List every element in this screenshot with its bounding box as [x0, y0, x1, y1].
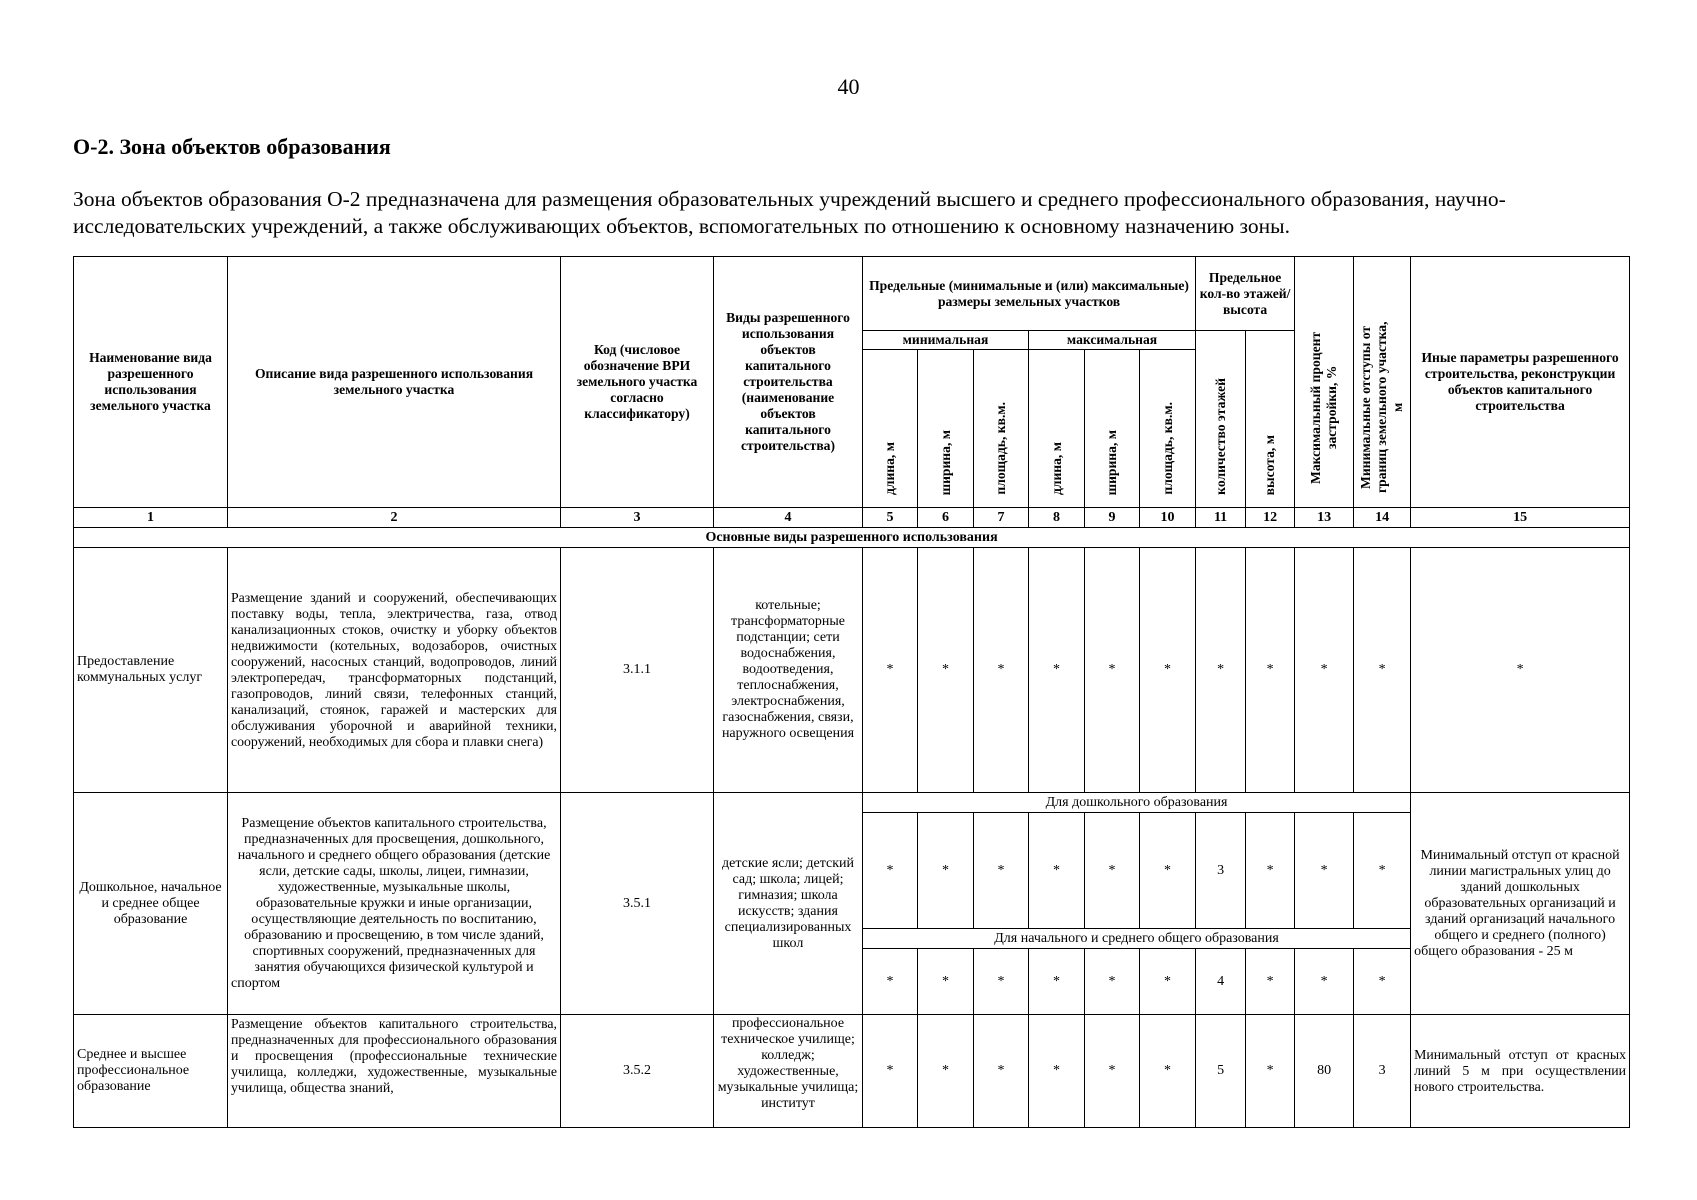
other-params: Минимальный отступ от красных линий 5 м при осуществлении нового строительства.	[1411, 1015, 1630, 1128]
value-cell: *	[1246, 548, 1295, 793]
value-cell: *	[918, 548, 974, 793]
header-min-width: ширина, м	[918, 350, 974, 508]
other-params: Минимальный отступ от красной линии магистральных улиц до зданий дошкольных образовательных организаций и зданий организаций начального общего и среднего (полного) общего образования - 25 м	[1411, 793, 1630, 1015]
value-cell: *	[1196, 548, 1246, 793]
value-cell: *	[1140, 949, 1196, 1015]
column-number: 2	[228, 508, 561, 528]
header-min: минимальная	[863, 331, 1029, 350]
value-cell: *	[1354, 548, 1411, 793]
value-cell: *	[918, 1015, 974, 1128]
header-code: Код (числовое обозначение ВРИ земельного участка согласно классификатору)	[561, 257, 714, 508]
value-cell: 3	[1196, 813, 1246, 929]
vri-description: Размещение объектов капитального строительства, предназначенных для просвещения, дошкольного, начального и среднего общего образования (детские ясли, детские сады, школы, лицеи, гимназии, художественные, музыкальные школы, образовательные кружки и иные организации, осуществляющие деятельность по воспитанию, образованию и просвещению, в том числе зданий, спортивных сооружений, предназначенных для занятия обучающихся физической культурой и спортом	[228, 793, 561, 1015]
value-cell: *	[1295, 813, 1354, 929]
value-cell: *	[1029, 548, 1085, 793]
zone-parameters-table	[73, 256, 1630, 1128]
header-plot-size-limits: Предельные (минимальные и (или) максимальные) размеры земельных участков	[863, 257, 1196, 331]
other-params: *	[1411, 548, 1630, 793]
header-max-area: площадь, кв.м.	[1140, 350, 1196, 508]
value-cell: *	[1246, 949, 1295, 1015]
value-cell: 80	[1295, 1015, 1354, 1128]
oks-objects-text: профессиональное техническое училище; колледж; художественные, музыкальные училища; институт	[717, 1016, 859, 1111]
vri-description: Размещение зданий и сооружений, обеспечивающих поставку воды, тепла, электричества, газа, отвод канализационных стоков, очистку и уборку объектов недвижимости (котельных, водозаборов, очистных сооружений, насосных станций, водопроводов, линий электропередач, трансформаторных подстанций, газопроводов, линий связи, телефонных станций, канализаций, стоянок, гаражей и мастерских для обслуживания уборочной и аварийной техники, сооружений, необходимых для сбора и плавки снега)	[228, 548, 561, 793]
value-cell: *	[863, 548, 918, 793]
value-cell: *	[1354, 813, 1411, 929]
value-cell: *	[863, 813, 918, 929]
value-cell: *	[918, 949, 974, 1015]
value-cell: *	[1029, 949, 1085, 1015]
value-cell: *	[1029, 1015, 1085, 1128]
vri-code: 3.1.1	[561, 548, 714, 793]
value-cell: *	[1085, 813, 1140, 929]
value-cell: 5	[1196, 1015, 1246, 1128]
header-max-width: ширина, м	[1085, 350, 1140, 508]
value-cell: *	[1140, 548, 1196, 793]
group-heading: Основные виды разрешенного использования	[74, 528, 1630, 548]
table-row	[74, 548, 1630, 793]
column-number: 13	[1295, 508, 1354, 528]
value-cell: *	[974, 949, 1029, 1015]
value-cell: *	[1354, 949, 1411, 1015]
value-cell: *	[1085, 548, 1140, 793]
column-number: 11	[1196, 508, 1246, 528]
value-cell: *	[1295, 949, 1354, 1015]
column-number-row	[74, 508, 1630, 528]
value-cell: *	[1085, 949, 1140, 1015]
value-cell: *	[863, 1015, 918, 1128]
header-vri-name: Наименование вида разрешенного использования земельного участка	[74, 257, 228, 508]
vri-name: Среднее и высшее профессиональное образование	[74, 1015, 228, 1128]
subgroup-preschool: Для дошкольного образования	[863, 793, 1411, 813]
subgroup-general-school: Для начального и среднего общего образования	[863, 929, 1411, 949]
value-cell: *	[974, 813, 1029, 929]
column-number: 12	[1246, 508, 1295, 528]
value-cell: *	[1140, 813, 1196, 929]
value-cell: *	[1246, 813, 1295, 929]
header-max-coverage: Максимальный процент застройки, %	[1295, 257, 1354, 508]
value-cell: *	[863, 949, 918, 1015]
column-number: 8	[1029, 508, 1085, 528]
header-max: максимальная	[1029, 331, 1196, 350]
vri-code: 3.5.1	[561, 793, 714, 1015]
vri-name: Дошкольное, начальное и среднее общее образование	[74, 793, 228, 1015]
oks-objects: детские ясли; детский сад; школа; лицей; гимназия; школа искусств; здания специализированных школ	[714, 793, 863, 1015]
header-max-length: длина, м	[1029, 350, 1085, 508]
column-number: 6	[918, 508, 974, 528]
value-cell: *	[974, 548, 1029, 793]
header-min-length: длина, м	[863, 350, 918, 508]
value-cell: *	[1246, 1015, 1295, 1128]
column-number: 3	[561, 508, 714, 528]
value-cell: *	[1295, 548, 1354, 793]
table-row	[74, 1015, 1630, 1128]
header-min-setbacks: Минимальные отступы от границ земельного участка, м	[1354, 257, 1411, 508]
vri-description-text: Размещение объектов капитального строительства, предназначенных для профессионального образования и просвещения (профессиональные технические училища, колледжи, художественные, музыкальные училища, общества знаний,	[231, 1016, 557, 1095]
column-number: 1	[74, 508, 228, 528]
column-number: 15	[1411, 508, 1630, 528]
value-cell: *	[1029, 813, 1085, 929]
column-number: 4	[714, 508, 863, 528]
header-description: Описание вида разрешенного использования земельного участка	[228, 257, 561, 508]
oks-objects	[714, 1015, 863, 1128]
value-cell: *	[974, 1015, 1029, 1128]
column-number: 7	[974, 508, 1029, 528]
column-number: 9	[1085, 508, 1140, 528]
value-cell: 4	[1196, 949, 1246, 1015]
column-number: 5	[863, 508, 918, 528]
column-number: 14	[1354, 508, 1411, 528]
header-oks-types: Виды разрешенного использования объектов капитального строительства (наименование объектов капитального строительства)	[714, 257, 863, 508]
header-other-params: Иные параметры разрешенного строительства, реконструкции объектов капитального строительства	[1411, 257, 1630, 508]
value-cell: 3	[1354, 1015, 1411, 1128]
value-cell: *	[1140, 1015, 1196, 1128]
section-title: О-2. Зона объектов образования	[73, 134, 391, 159]
intro-paragraph: Зона объектов образования О-2 предназначена для размещения образовательных учреждений высшего и среднего профессионального образования, научно-исследовательских учреждений, а также обслуживающих объектов, вспомогательных по отношению к основному назначению зоны.	[73, 187, 1506, 238]
header-height: высота, м	[1246, 331, 1295, 508]
value-cell: *	[918, 813, 974, 929]
header-floor-limits: Предельное кол-во этажей/ высота	[1196, 257, 1295, 331]
header-min-area: площадь, кв.м.	[974, 350, 1029, 508]
header-floor-count: количество этажей	[1196, 331, 1246, 508]
column-number: 10	[1140, 508, 1196, 528]
vri-code: 3.5.2	[561, 1015, 714, 1128]
oks-objects: котельные; трансформаторные подстанции; сети водоснабжения, водоотведения, теплоснабжения, электроснабжения, газоснабжения, связи, наружного освещения	[714, 548, 863, 793]
value-cell: *	[1085, 1015, 1140, 1128]
page-number: 40	[837, 74, 860, 99]
vri-name: Предоставление коммунальных услуг	[74, 548, 228, 793]
vri-description	[228, 1015, 561, 1128]
